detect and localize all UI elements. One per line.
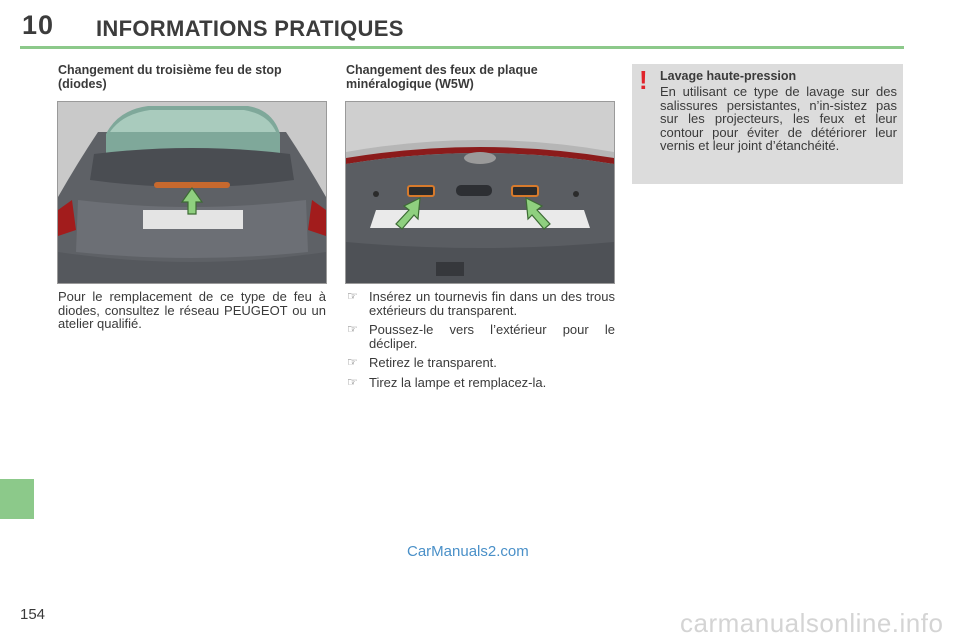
pointing-hand-icon: ☞ [347, 289, 358, 303]
watermark-link[interactable]: CarManuals2.com [407, 543, 529, 560]
step-text: Retirez le transparent. [369, 355, 497, 370]
list-item [347, 290, 615, 317]
footer-brand: carmanualsonline.info [680, 608, 944, 638]
header-divider [20, 46, 904, 49]
step-text: Insérez un tournevis fin dans un des trous extérieurs du transparent. [369, 289, 615, 318]
step-text: Poussez-le vers l’extérieur pour le décliper. [369, 322, 615, 351]
list-item [347, 323, 615, 350]
third-brake-light-text: Pour le remplacement de ce type de feu à diodes, consultez le réseau PEUGEOT ou un atelier qualifié. [58, 289, 326, 331]
plate-light-steps [347, 290, 615, 395]
warning-text: En utilisant ce type de lavage sur des salissures persistantes, n’in-sistez pas sur les projecteurs, les feux et leur contour pour éviter de détériorer leur vernis et leur joint d’étanchéité. [660, 84, 897, 153]
chapter-side-tab [0, 479, 34, 519]
pointing-hand-icon: ☞ [347, 322, 358, 336]
chapter-title: INFORMATIONS PRATIQUES [96, 16, 404, 41]
warning-icon: ! [639, 65, 648, 95]
step-text: Tirez la lampe et remplacez-la. [369, 374, 547, 390]
third-brake-light-heading: Changement du troisième feu de stop (diodes) [58, 63, 282, 91]
plate-light-illustration [345, 101, 615, 284]
warning-title: Lavage haute-pression [660, 69, 797, 83]
plate-light-heading: Changement des feux de plaque minéralogique (W5W) [346, 63, 538, 91]
third-brake-light-illustration [57, 101, 327, 284]
pointing-hand-icon: ☞ [347, 355, 358, 369]
chapter-number: 10 [22, 10, 55, 40]
pointing-hand-icon: ☞ [347, 374, 358, 389]
list-item [347, 376, 615, 390]
page-number: 154 [20, 606, 46, 623]
list-item [347, 356, 615, 370]
